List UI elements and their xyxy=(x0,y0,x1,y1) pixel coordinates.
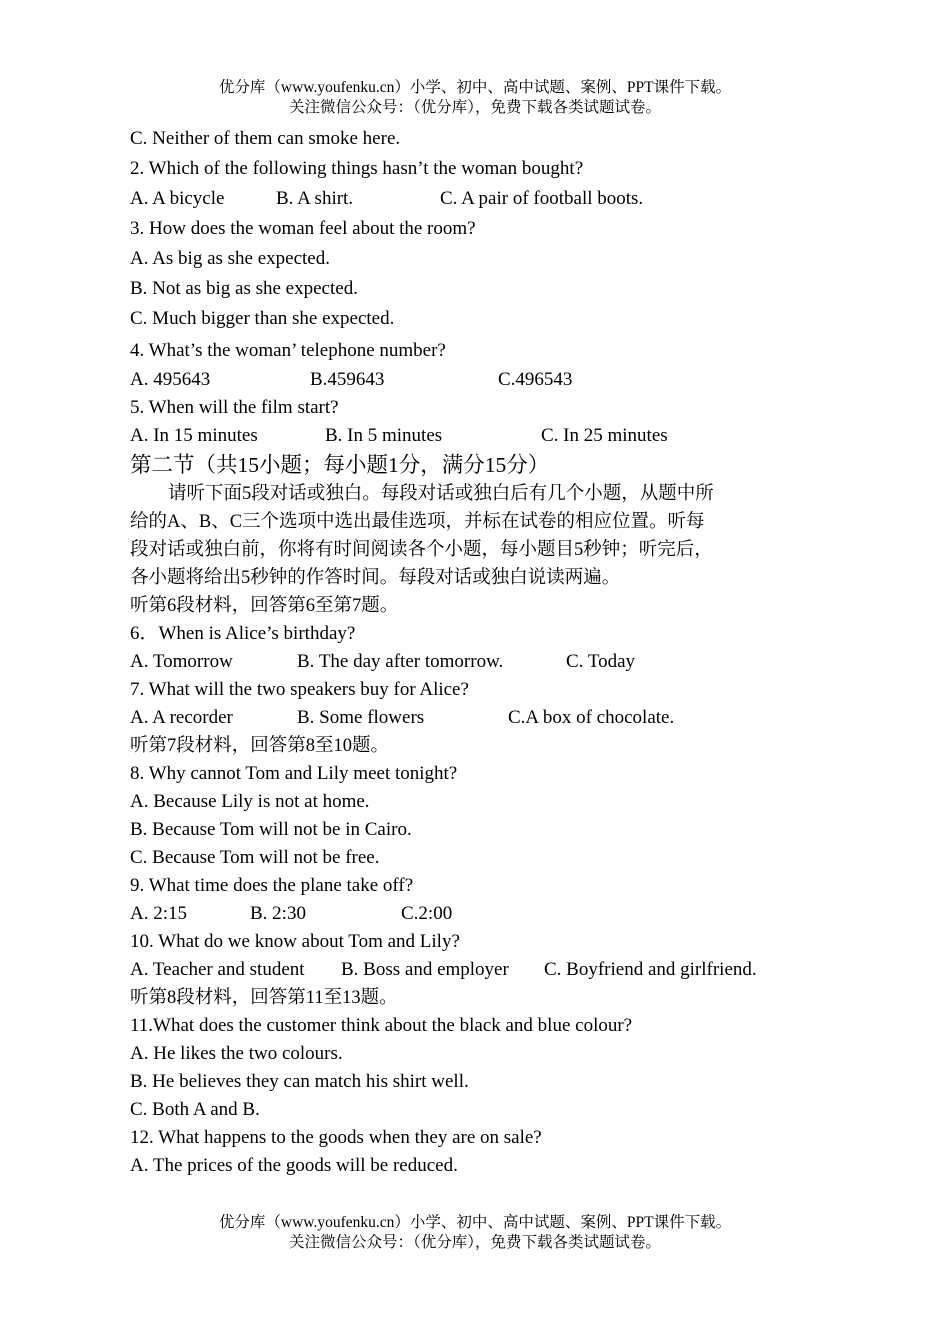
q10-option-c: C. Boyfriend and girlfriend. xyxy=(544,959,757,980)
section-2-instruction-3: 段对话或独白前，你将有时间阅读各个小题，每小题目5秒钟；听完后， xyxy=(130,540,713,560)
q10-option-a: A. Teacher and student xyxy=(130,959,305,980)
section-2-instruction-1: 请听下面5段对话或独白。每段对话或独白后有几个小题，从题中所 xyxy=(168,484,714,504)
q8-question: 8. Why cannot Tom and Lily meet tonight? xyxy=(130,763,458,784)
q7-option-b: B. Some flowers xyxy=(297,707,425,728)
q9-question: 9. What time does the plane take off? xyxy=(130,875,414,896)
q4-option-c: C.496543 xyxy=(498,369,573,390)
q9-options xyxy=(130,900,840,928)
q12-option-a: A. The prices of the goods will be reduced. xyxy=(130,1155,458,1176)
q11-option-c: C. Both A and B. xyxy=(130,1099,260,1120)
material-8-heading: 听第8段材料，回答第11至13题。 xyxy=(130,988,398,1008)
q3-question: 3. How does the woman feel about the room? xyxy=(130,218,476,239)
q1-option-c: C. Neither of them can smoke here. xyxy=(130,128,401,149)
q5-options xyxy=(130,422,840,450)
q10-question: 10. What do we know about Tom and Lily? xyxy=(130,931,460,952)
q4-question: 4. What’s the woman’ telephone number? xyxy=(130,340,446,361)
q4-option-a: A. 495643 xyxy=(130,369,211,390)
q9-option-a: A. 2:15 xyxy=(130,903,187,924)
q3-option-b: B. Not as big as she expected. xyxy=(130,278,358,299)
q3-option-c: C. Much bigger than she expected. xyxy=(130,308,395,329)
footer-line-1: 优分库（www.youfenku.cn）小学、初中、高中试题、案例、PPT课件下载。 xyxy=(218,1214,732,1231)
q2-option-c: C. A pair of football boots. xyxy=(440,188,644,209)
q8-option-b: B. Because Tom will not be in Cairo. xyxy=(130,819,412,840)
q6-options xyxy=(130,648,840,676)
q2-question: 2. Which of the following things hasn’t the woman bought? xyxy=(130,158,584,179)
q5-question: 5. When will the film start? xyxy=(130,397,339,418)
q4-option-b: B.459643 xyxy=(310,369,385,390)
q8-option-c: C. Because Tom will not be free. xyxy=(130,847,380,868)
q7-options xyxy=(130,704,840,732)
footer-line-2: 关注微信公众号：（优分库），免费下载各类试题试卷。 xyxy=(288,1234,661,1251)
section-2-title: 第二节（共15小题；每小题1分，满分15分） xyxy=(130,453,550,477)
q9-option-c: C.2:00 xyxy=(401,903,453,924)
page-footer xyxy=(0,1213,950,1253)
header-line-1: 优分库（www.youfenku.cn）小学、初中、高中试题、案例、PPT课件下载。 xyxy=(218,79,732,96)
material-7-heading: 听第7段材料，回答第8至10题。 xyxy=(130,736,390,756)
q5-option-b: B. In 5 minutes xyxy=(325,425,443,446)
q2-options xyxy=(130,184,840,214)
q4-options xyxy=(130,366,840,394)
q10-options xyxy=(130,956,840,984)
q2-option-b: B. A shirt. xyxy=(276,188,354,209)
q7-option-a: A. A recorder xyxy=(130,707,233,728)
q9-option-b: B. 2:30 xyxy=(250,903,306,924)
q6-question: 6．When is Alice’s birthday? xyxy=(130,623,356,644)
q2-option-a: A. A bicycle xyxy=(130,188,225,209)
q6-option-c: C. Today xyxy=(566,651,636,672)
material-6-heading: 听第6段材料，回答第6至第7题。 xyxy=(130,596,399,616)
q6-option-a: A. Tomorrow xyxy=(130,651,233,672)
q7-option-c: C.A box of chocolate. xyxy=(508,707,675,728)
q10-option-b: B. Boss and employer xyxy=(341,959,509,980)
page-header xyxy=(0,78,950,118)
q6-option-b: B. The day after tomorrow. xyxy=(297,651,504,672)
q8-option-a: A. Because Lily is not at home. xyxy=(130,791,370,812)
q11-option-a: A. He likes the two colours. xyxy=(130,1043,343,1064)
q11-option-b: B. He believes they can match his shirt well. xyxy=(130,1071,469,1092)
q7-question: 7. What will the two speakers buy for Alice? xyxy=(130,679,469,700)
q3-option-a: A. As big as she expected. xyxy=(130,248,330,269)
q12-question: 12. What happens to the goods when they are on sale? xyxy=(130,1127,542,1148)
exam-content xyxy=(130,124,840,1180)
q5-option-a: A. In 15 minutes xyxy=(130,425,258,446)
section-2-instruction-2: 给的A、B、C三个选项中选出最佳选项，并标在试卷的相应位置。听每 xyxy=(130,512,705,532)
q5-option-c: C. In 25 minutes xyxy=(541,425,668,446)
header-line-2: 关注微信公众号：（优分库），免费下载各类试题试卷。 xyxy=(288,99,661,116)
q11-question: 11.What does the customer think about the black and blue colour? xyxy=(130,1015,633,1036)
section-2-instruction-4: 各小题将给出5秒钟的作答时间。每段对话或独白说读两遍。 xyxy=(130,568,621,588)
